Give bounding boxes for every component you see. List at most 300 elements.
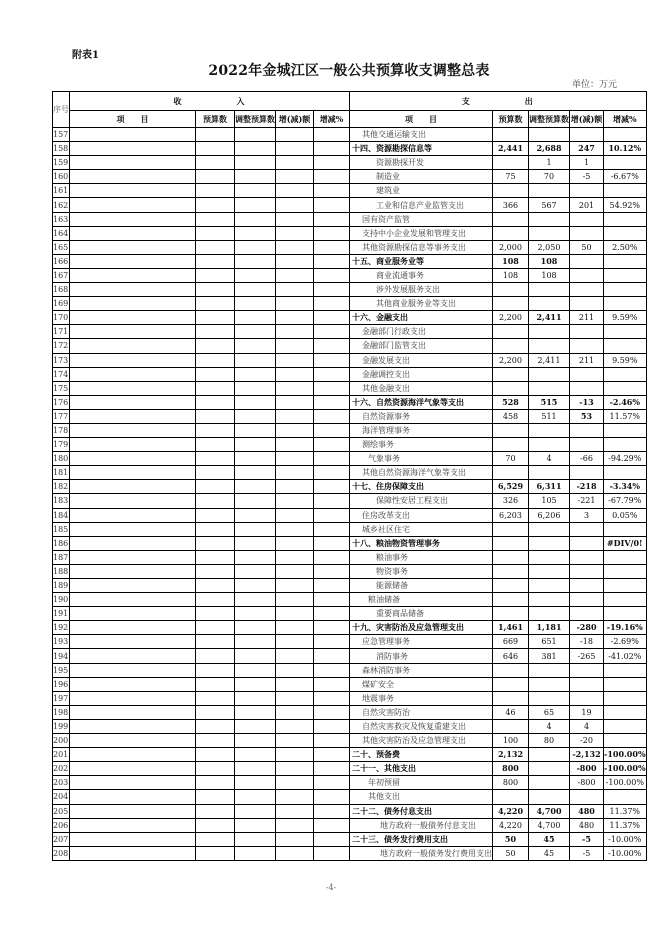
income-adjusted xyxy=(235,705,276,719)
income-adjusted xyxy=(235,522,276,536)
income-change xyxy=(276,677,314,691)
expense-change: -800 xyxy=(570,776,604,790)
row-seq: 208 xyxy=(53,846,70,860)
table-row xyxy=(53,832,647,846)
income-budget xyxy=(196,339,235,353)
expense-pct: 9.59% xyxy=(604,353,647,367)
expense-budget: 800 xyxy=(493,776,529,790)
income-budget xyxy=(196,128,235,142)
table-row xyxy=(53,508,647,522)
expense-adjusted xyxy=(529,297,570,311)
income-adjusted xyxy=(235,395,276,409)
row-seq: 201 xyxy=(53,748,70,762)
income-change xyxy=(276,423,314,437)
income-pct xyxy=(314,283,350,297)
table-row xyxy=(53,367,647,381)
income-adjusted xyxy=(235,480,276,494)
expense-change xyxy=(570,423,604,437)
income-pct xyxy=(314,142,350,156)
table-row xyxy=(53,846,647,860)
income-budget xyxy=(196,353,235,367)
expense-adjusted: 1 xyxy=(529,156,570,170)
income-budget xyxy=(196,522,235,536)
expense-pct: 9.59% xyxy=(604,311,647,325)
income-budget xyxy=(196,156,235,170)
income-item xyxy=(70,438,196,452)
income-change xyxy=(276,719,314,733)
expense-budget xyxy=(493,156,529,170)
income-adjusted xyxy=(235,367,276,381)
expense-budget xyxy=(493,128,529,142)
expense-change: -5 xyxy=(570,832,604,846)
table-row xyxy=(53,818,647,832)
row-seq: 204 xyxy=(53,790,70,804)
expense-pct xyxy=(604,550,647,564)
income-item xyxy=(70,579,196,593)
expense-adjusted xyxy=(529,283,570,297)
income-pct xyxy=(314,254,350,268)
expense-pct xyxy=(604,677,647,691)
expense-adjusted xyxy=(529,339,570,353)
expense-budget: 646 xyxy=(493,649,529,663)
expense-adjusted: 108 xyxy=(529,268,570,282)
income-change xyxy=(276,705,314,719)
expense-item: 十五、商业服务业等 xyxy=(350,254,493,268)
expense-adjusted xyxy=(529,184,570,198)
income-change xyxy=(276,226,314,240)
expense-pct: -19.16% xyxy=(604,621,647,635)
expense-item: 支持中小企业发展和管理支出 xyxy=(350,226,493,240)
income-budget xyxy=(196,311,235,325)
income-budget xyxy=(196,818,235,832)
expense-pct: -6.67% xyxy=(604,170,647,184)
income-adjusted xyxy=(235,818,276,832)
expense-item: 其他金融支出 xyxy=(350,381,493,395)
income-change xyxy=(276,579,314,593)
expense-item: 其他交通运输支出 xyxy=(350,128,493,142)
income-adjusted xyxy=(235,452,276,466)
table-row xyxy=(53,550,647,564)
row-seq: 196 xyxy=(53,677,70,691)
expense-budget: 100 xyxy=(493,734,529,748)
income-change xyxy=(276,156,314,170)
expense-adjusted: 80 xyxy=(529,734,570,748)
income-change xyxy=(276,311,314,325)
income-adjusted xyxy=(235,198,276,212)
expense-item: 十八、粮油物资管理事务 xyxy=(350,536,493,550)
income-budget xyxy=(196,466,235,480)
table-row xyxy=(53,663,647,677)
expense-budget xyxy=(493,339,529,353)
income-item xyxy=(70,649,196,663)
income-pct xyxy=(314,522,350,536)
expense-item: 涉外发展服务支出 xyxy=(350,283,493,297)
table-row xyxy=(53,452,647,466)
table-row xyxy=(53,607,647,621)
income-pct xyxy=(314,170,350,184)
income-pct xyxy=(314,226,350,240)
expense-budget: 326 xyxy=(493,494,529,508)
table-row xyxy=(53,395,647,409)
income-item xyxy=(70,804,196,818)
income-pct xyxy=(314,297,350,311)
table-row xyxy=(53,564,647,578)
income-item xyxy=(70,325,196,339)
expense-budget: 528 xyxy=(493,395,529,409)
table-row xyxy=(53,283,647,297)
income-budget xyxy=(196,268,235,282)
income-pct xyxy=(314,198,350,212)
income-change xyxy=(276,846,314,860)
income-change xyxy=(276,142,314,156)
expense-budget xyxy=(493,593,529,607)
expense-adjusted xyxy=(529,677,570,691)
expense-item: 国有资产监管 xyxy=(350,212,493,226)
row-seq: 195 xyxy=(53,663,70,677)
income-adjusted xyxy=(235,212,276,226)
income-item xyxy=(70,593,196,607)
expense-budget xyxy=(493,367,529,381)
row-seq: 170 xyxy=(53,311,70,325)
income-change xyxy=(276,734,314,748)
income-adjusted xyxy=(235,762,276,776)
expense-change: 247 xyxy=(570,142,604,156)
income-item xyxy=(70,297,196,311)
income-item xyxy=(70,705,196,719)
income-adjusted xyxy=(235,508,276,522)
expense-budget: 2,132 xyxy=(493,748,529,762)
table-row xyxy=(53,649,647,663)
expense-pct xyxy=(604,579,647,593)
income-item xyxy=(70,226,196,240)
income-item xyxy=(70,734,196,748)
expense-item: 年初预留 xyxy=(350,776,493,790)
expense-change: -5 xyxy=(570,170,604,184)
table-row xyxy=(53,423,647,437)
income-col-pct: 增减% xyxy=(314,111,350,128)
row-seq: 172 xyxy=(53,339,70,353)
income-change xyxy=(276,184,314,198)
income-item xyxy=(70,142,196,156)
income-change xyxy=(276,240,314,254)
row-seq: 197 xyxy=(53,691,70,705)
expense-budget: 50 xyxy=(493,832,529,846)
income-adjusted xyxy=(235,254,276,268)
income-adjusted xyxy=(235,438,276,452)
income-change xyxy=(276,212,314,226)
income-adjusted xyxy=(235,719,276,733)
income-budget xyxy=(196,283,235,297)
expense-change xyxy=(570,466,604,480)
income-item xyxy=(70,409,196,423)
expense-item: 金融调控支出 xyxy=(350,367,493,381)
income-adjusted xyxy=(235,240,276,254)
row-seq: 206 xyxy=(53,818,70,832)
row-seq: 176 xyxy=(53,395,70,409)
expense-budget: 366 xyxy=(493,198,529,212)
income-budget xyxy=(196,691,235,705)
row-seq: 190 xyxy=(53,593,70,607)
income-item xyxy=(70,790,196,804)
expense-pct xyxy=(604,719,647,733)
income-item xyxy=(70,198,196,212)
income-budget xyxy=(196,297,235,311)
income-change xyxy=(276,198,314,212)
income-budget xyxy=(196,381,235,395)
expense-item: 自然灾害救灾及恢复重建支出 xyxy=(350,719,493,733)
row-seq: 183 xyxy=(53,494,70,508)
expense-pct: -2.46% xyxy=(604,395,647,409)
expense-adjusted: 45 xyxy=(529,846,570,860)
expense-change: -20 xyxy=(570,734,604,748)
income-adjusted xyxy=(235,663,276,677)
row-seq: 193 xyxy=(53,635,70,649)
expense-budget: 669 xyxy=(493,635,529,649)
income-item xyxy=(70,494,196,508)
expense-adjusted xyxy=(529,128,570,142)
row-seq: 187 xyxy=(53,550,70,564)
income-item xyxy=(70,677,196,691)
income-pct xyxy=(314,353,350,367)
row-seq: 168 xyxy=(53,283,70,297)
expense-change xyxy=(570,254,604,268)
income-change xyxy=(276,508,314,522)
income-item xyxy=(70,395,196,409)
income-budget xyxy=(196,325,235,339)
income-adjusted xyxy=(235,691,276,705)
expense-pct xyxy=(604,790,647,804)
income-pct xyxy=(314,748,350,762)
income-item xyxy=(70,156,196,170)
row-seq: 200 xyxy=(53,734,70,748)
expense-adjusted: 6,311 xyxy=(529,480,570,494)
expense-item: 其他商业服务业等支出 xyxy=(350,297,493,311)
expense-pct xyxy=(604,423,647,437)
income-adjusted xyxy=(235,564,276,578)
table-row xyxy=(53,776,647,790)
expense-pct xyxy=(604,156,647,170)
income-item xyxy=(70,170,196,184)
table-row xyxy=(53,198,647,212)
expense-change: 19 xyxy=(570,705,604,719)
expense-pct xyxy=(604,283,647,297)
expense-adjusted xyxy=(529,212,570,226)
expense-budget xyxy=(493,184,529,198)
expense-pct: -10.00% xyxy=(604,832,647,846)
expense-pct: -100.00% xyxy=(604,748,647,762)
income-budget xyxy=(196,452,235,466)
income-item xyxy=(70,283,196,297)
expense-pct xyxy=(604,325,647,339)
income-adjusted xyxy=(235,156,276,170)
expense-adjusted xyxy=(529,579,570,593)
income-change xyxy=(276,480,314,494)
expense-adjusted: 108 xyxy=(529,254,570,268)
income-change xyxy=(276,494,314,508)
income-adjusted xyxy=(235,226,276,240)
expense-col-item: 项 目 xyxy=(350,111,493,128)
income-budget xyxy=(196,705,235,719)
expense-item: 十九、灾害防治及应急管理支出 xyxy=(350,621,493,635)
expense-pct xyxy=(604,184,647,198)
income-item xyxy=(70,719,196,733)
row-seq: 177 xyxy=(53,409,70,423)
expense-change: 50 xyxy=(570,240,604,254)
income-budget xyxy=(196,846,235,860)
income-change xyxy=(276,254,314,268)
income-pct xyxy=(314,663,350,677)
expense-budget: 4,220 xyxy=(493,804,529,818)
table-row xyxy=(53,522,647,536)
income-adjusted xyxy=(235,550,276,564)
table-row xyxy=(53,734,647,748)
row-seq: 207 xyxy=(53,832,70,846)
expense-item: 煤矿安全 xyxy=(350,677,493,691)
income-change xyxy=(276,564,314,578)
expense-pct xyxy=(604,339,647,353)
row-seq: 173 xyxy=(53,353,70,367)
expense-adjusted xyxy=(529,325,570,339)
expense-pct xyxy=(604,254,647,268)
table-row xyxy=(53,480,647,494)
expense-item: 城乡社区住宅 xyxy=(350,522,493,536)
income-budget xyxy=(196,663,235,677)
income-pct xyxy=(314,452,350,466)
expense-budget: 75 xyxy=(493,170,529,184)
income-item xyxy=(70,748,196,762)
table-row xyxy=(53,226,647,240)
row-seq: 179 xyxy=(53,438,70,452)
income-pct xyxy=(314,776,350,790)
expense-pct: 2.50% xyxy=(604,240,647,254)
table-row xyxy=(53,494,647,508)
income-item xyxy=(70,423,196,437)
income-budget xyxy=(196,748,235,762)
expense-item: 二十三、债务发行费用支出 xyxy=(350,832,493,846)
expense-adjusted xyxy=(529,762,570,776)
income-budget xyxy=(196,423,235,437)
expense-item: 地方政府一般债务付息支出 xyxy=(350,818,493,832)
expense-change: 4 xyxy=(570,719,604,733)
expense-change xyxy=(570,184,604,198)
expense-change xyxy=(570,790,604,804)
expense-change: -5 xyxy=(570,846,604,860)
expense-change xyxy=(570,212,604,226)
row-seq: 157 xyxy=(53,128,70,142)
income-item xyxy=(70,832,196,846)
income-item xyxy=(70,564,196,578)
expense-change xyxy=(570,550,604,564)
income-adjusted xyxy=(235,353,276,367)
expense-item: 气象事务 xyxy=(350,452,493,466)
income-change xyxy=(276,297,314,311)
expense-adjusted xyxy=(529,381,570,395)
row-seq: 165 xyxy=(53,240,70,254)
unit-label: 单位：万元 xyxy=(571,80,617,90)
expense-item: 住房改革支出 xyxy=(350,508,493,522)
expense-adjusted xyxy=(529,790,570,804)
expense-change: -280 xyxy=(570,621,604,635)
expense-item: 能源储备 xyxy=(350,579,493,593)
expense-pct: -3.34% xyxy=(604,480,647,494)
expense-change xyxy=(570,226,604,240)
income-item xyxy=(70,339,196,353)
income-adjusted xyxy=(235,268,276,282)
expense-change: -221 xyxy=(570,494,604,508)
income-budget xyxy=(196,790,235,804)
row-seq: 163 xyxy=(53,212,70,226)
expense-pct xyxy=(604,438,647,452)
income-item xyxy=(70,353,196,367)
income-adjusted xyxy=(235,142,276,156)
income-budget xyxy=(196,776,235,790)
expense-item: 应急管理事务 xyxy=(350,635,493,649)
table-row xyxy=(53,748,647,762)
expense-item: 其他资源勘探信息等事务支出 xyxy=(350,240,493,254)
income-pct xyxy=(314,621,350,635)
expense-pct: -100.00% xyxy=(604,762,647,776)
row-seq: 198 xyxy=(53,705,70,719)
expense-adjusted xyxy=(529,607,570,621)
income-change xyxy=(276,522,314,536)
income-change xyxy=(276,128,314,142)
income-adjusted xyxy=(235,804,276,818)
income-change xyxy=(276,395,314,409)
row-seq: 180 xyxy=(53,452,70,466)
table-row xyxy=(53,339,647,353)
income-item xyxy=(70,311,196,325)
expense-pct xyxy=(604,663,647,677)
income-change xyxy=(276,550,314,564)
expense-col-pct: 增减% xyxy=(604,111,647,128)
expense-budget: 70 xyxy=(493,452,529,466)
income-pct xyxy=(314,480,350,494)
income-budget xyxy=(196,804,235,818)
expense-col-change: 增(减)额 xyxy=(570,111,604,128)
income-item xyxy=(70,128,196,142)
income-adjusted xyxy=(235,494,276,508)
table-row xyxy=(53,762,647,776)
expense-item: 制造业 xyxy=(350,170,493,184)
expense-change: -2,132 xyxy=(570,748,604,762)
expense-item: 粮油储备 xyxy=(350,593,493,607)
table-row xyxy=(53,325,647,339)
expense-pct: -2.69% xyxy=(604,635,647,649)
income-change xyxy=(276,818,314,832)
expense-change: 211 xyxy=(570,353,604,367)
income-pct xyxy=(314,212,350,226)
expense-budget: 1,461 xyxy=(493,621,529,635)
table-row xyxy=(53,438,647,452)
expense-adjusted: 6,206 xyxy=(529,508,570,522)
expense-col-budget: 预算数 xyxy=(493,111,529,128)
table-row xyxy=(53,184,647,198)
expense-item: 十七、住房保障支出 xyxy=(350,480,493,494)
expense-adjusted xyxy=(529,776,570,790)
income-budget xyxy=(196,607,235,621)
expense-pct: 11.57% xyxy=(604,409,647,423)
income-budget xyxy=(196,142,235,156)
expense-change xyxy=(570,367,604,381)
income-pct xyxy=(314,804,350,818)
table-row xyxy=(53,705,647,719)
income-budget xyxy=(196,409,235,423)
expense-pct xyxy=(604,593,647,607)
expense-budget xyxy=(493,423,529,437)
income-change xyxy=(276,790,314,804)
expense-item: 资源勘探开发 xyxy=(350,156,493,170)
expense-change xyxy=(570,297,604,311)
